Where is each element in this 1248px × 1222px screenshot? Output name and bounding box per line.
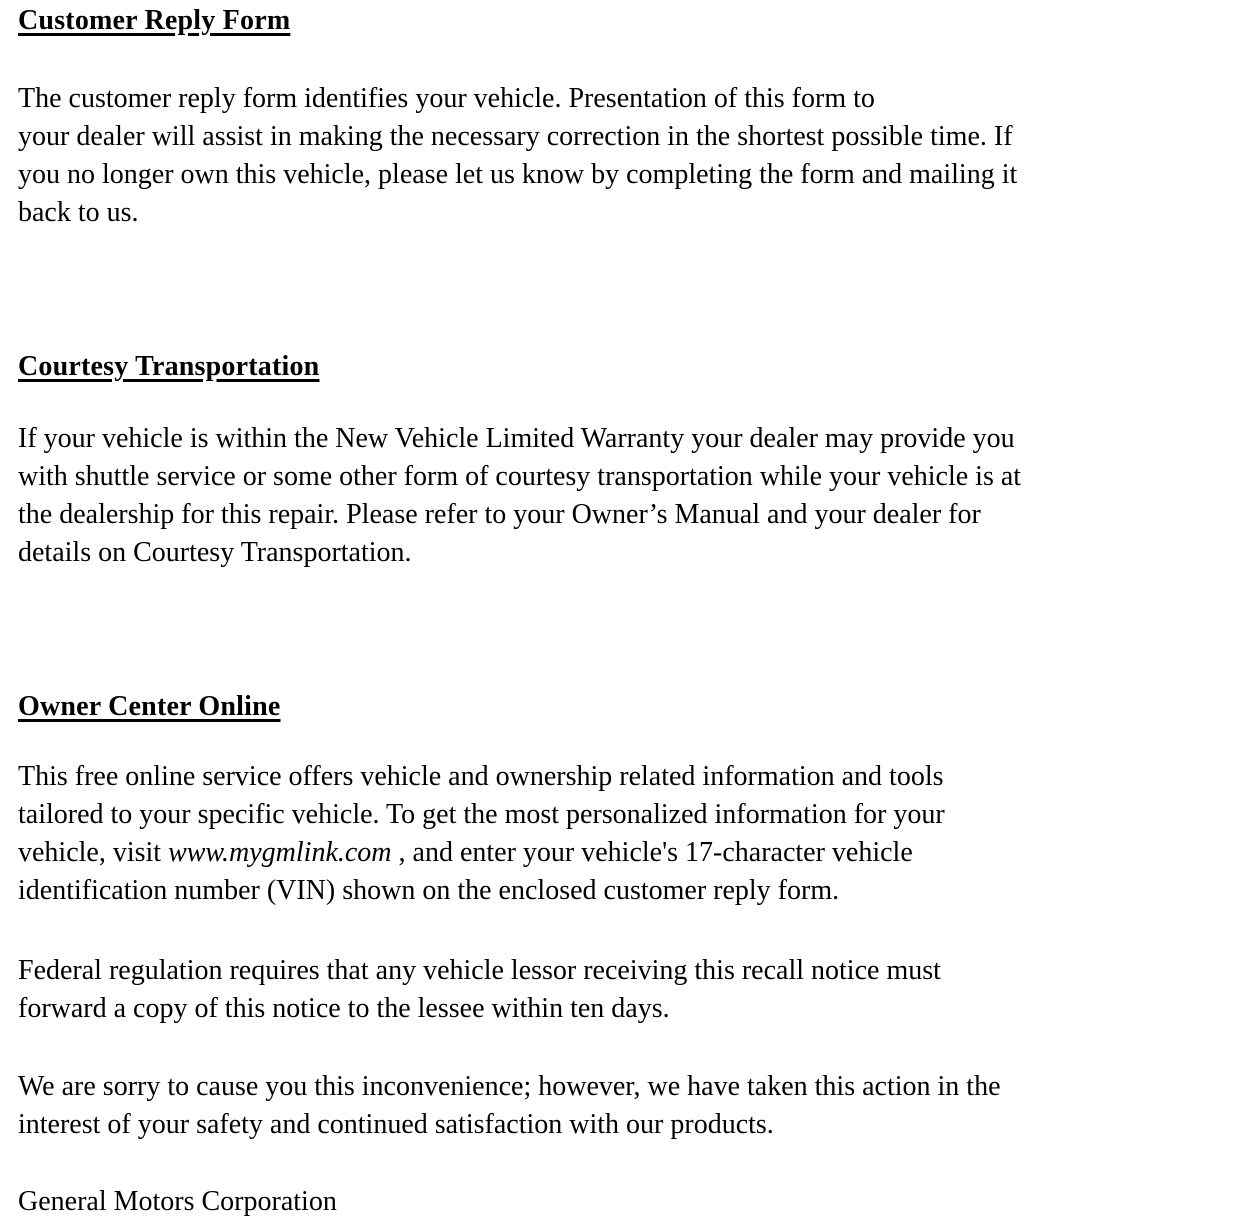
paragraph-line: the dealership for this repair. Please refer to your Owner’s Manual and your dealer for — [18, 499, 981, 530]
paragraph-owner-center — [18, 758, 1228, 910]
mygmlink-url: www.mygmlink.com — [168, 837, 392, 868]
paragraph-line: forward a copy of this notice to the lessee within ten days. — [18, 993, 670, 1024]
paragraph-lessor-notice — [18, 952, 1228, 1028]
paragraph-line: This free online service offers vehicle and ownership related information and tools — [18, 761, 944, 792]
paragraph-line: Federal regulation requires that any vehicle lessor receiving this recall notice must — [18, 955, 941, 986]
url-line-prefix: vehicle, visit — [18, 837, 169, 868]
paragraph-line: you no longer own this vehicle, please let us know by completing the form and mailing it — [18, 159, 1018, 190]
section-customer-reply-form — [18, 2, 1228, 232]
heading-customer-reply-form: Customer Reply Form — [18, 5, 291, 36]
paragraph-line-with-url — [18, 834, 1228, 872]
paragraph-apology — [18, 1068, 1228, 1144]
section-owner-center-online — [18, 688, 1228, 1144]
section-courtesy-transportation — [18, 348, 1228, 572]
paragraph-courtesy-transportation — [18, 420, 1228, 572]
paragraph-line: tailored to your specific vehicle. To get the most personalized information for your — [18, 799, 945, 830]
paragraph-line: The customer reply form identifies your vehicle. Presentation of this form to — [18, 83, 875, 114]
paragraph-line: If your vehicle is within the New Vehicle Limited Warranty your dealer may provide you — [18, 423, 1015, 454]
paragraph-customer-reply — [18, 80, 1228, 232]
paragraph-line: with shuttle service or some other form of courtesy transportation while your vehicle is at — [18, 461, 1022, 492]
paragraph-line: interest of your safety and continued satisfaction with our products. — [18, 1109, 774, 1140]
paragraph-line: back to us. — [18, 197, 139, 228]
paragraph-line: details on Courtesy Transportation. — [18, 537, 412, 568]
url-line-suffix: , and enter your vehicle's 17-character vehicle — [391, 837, 913, 868]
paragraph-line: your dealer will assist in making the necessary correction in the shortest possible time. If — [18, 121, 1013, 152]
heading-courtesy-transportation: Courtesy Transportation — [18, 351, 320, 382]
signature-general-motors-corporation: General Motors Corporation — [18, 1186, 337, 1217]
heading-owner-center-online: Owner Center Online — [18, 691, 281, 722]
paragraph-line: We are sorry to cause you this inconvenience; however, we have taken this action in the — [18, 1071, 1001, 1102]
paragraph-line: identification number (VIN) shown on the enclosed customer reply form. — [18, 875, 840, 906]
